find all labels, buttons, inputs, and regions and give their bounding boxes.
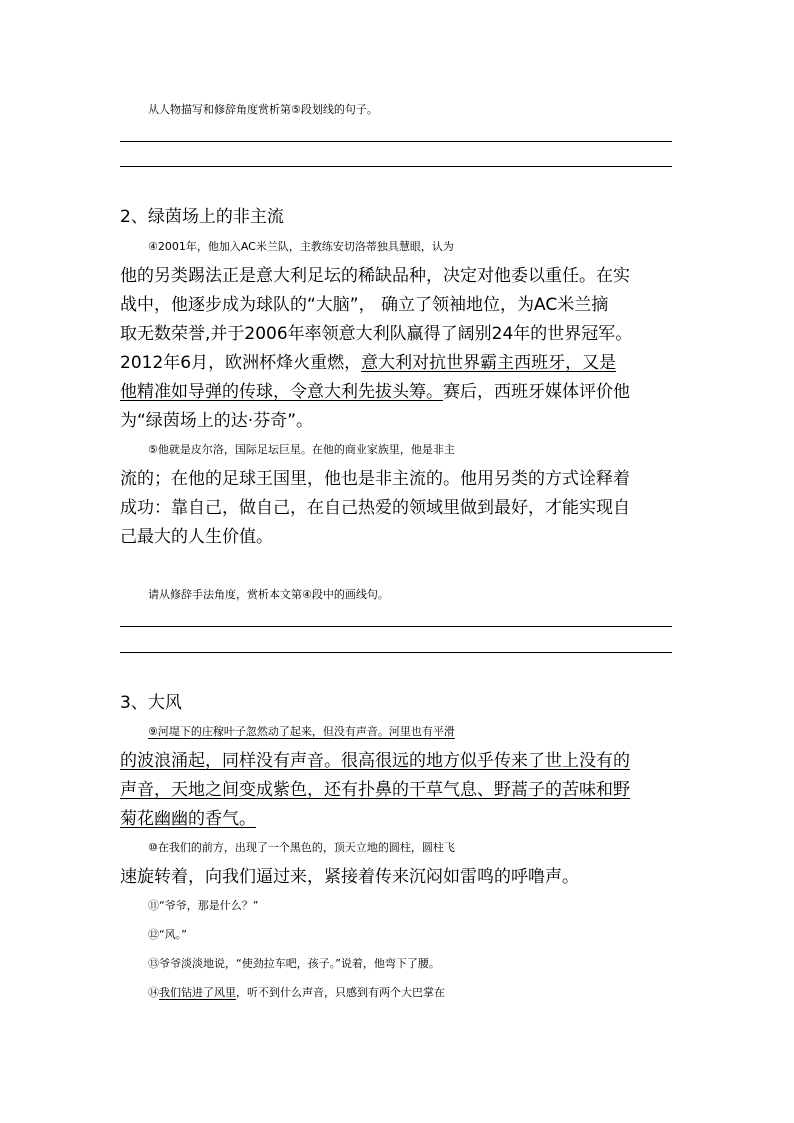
paragraph-12: ⑫“风。” xyxy=(148,928,187,941)
answer-line xyxy=(120,626,672,627)
paragraph-number: ⑭ xyxy=(148,986,159,999)
paragraph-5-line: 流的；在他的足球王国里，他也是非主流的。他用另类的方式诠释着 xyxy=(120,469,630,489)
question-2-prompt: 请从修辞手法角度，赏析本文第④段中的画线句。 xyxy=(148,588,389,601)
plain-text: ，听不到什么声音，只感到有两个大巴掌在 xyxy=(236,986,445,999)
answer-line xyxy=(120,652,672,653)
answer-line xyxy=(120,166,672,167)
plain-text: 2012年6月，欧洲杯烽火重燃， xyxy=(120,353,362,373)
paragraph-5-line: ⑤他就是皮尔洛，国际足坛巨星。在他的商业家族里，他是非主 xyxy=(148,443,455,456)
paragraph-14 xyxy=(148,983,708,1003)
underlined-sentence: 他精准如导弹的传球，令意大利先拔头筹。 xyxy=(120,382,443,402)
section-3-heading: 3、大风 xyxy=(120,693,182,713)
paragraph-9-line: ⑨河堤下的庄稼叶子忽然动了起来，但没有声音。河里也有平滑 xyxy=(148,725,455,738)
plain-text: 赛后，西班牙媒体评价他 xyxy=(443,382,630,402)
underlined-sentence: 意大利对抗世界霸主西班牙，又是 xyxy=(361,353,617,373)
paragraph-4-line xyxy=(120,382,680,402)
paragraph-4-line: 取无数荣誉,并于2006年率领意大利队赢得了阔别24年的世界冠军。 xyxy=(120,324,633,344)
section-2-heading: 2、绿茵场上的非主流 xyxy=(120,207,284,227)
paragraph-13: ⑬爷爷淡淡地说，“使劲拉车吧，孩子。”说着，他弯下了腰。 xyxy=(148,957,440,970)
paragraph-5-line: 成功：靠自己，做自己，在自己热爱的领域里做到最好，才能实现自 xyxy=(120,498,630,518)
paragraph-4-line xyxy=(120,353,680,373)
paragraph-9-line: 声音，天地之间变成紫色，还有扑鼻的干草气息、野蒿子的苦味和野 xyxy=(120,780,630,800)
question-1-prompt: 从人物描写和修辞角度赏析第⑤段划线的句子。 xyxy=(148,103,378,116)
paragraph-9-line: 菊花幽幽的香气。 xyxy=(120,809,256,829)
paragraph-10-line: ⑩在我们的前方，出现了一个黑色的，顶天立地的圆柱，圆柱飞 xyxy=(148,841,455,854)
underlined-sentence: 我们钻进了风里 xyxy=(159,986,236,999)
paragraph-10-line: 速旋转着，向我们逼过来，紧接着传来沉闷如雷鸣的呼噜声。 xyxy=(120,867,579,887)
paragraph-4-line: 他的另类踢法正是意大利足坛的稀缺品种，决定对他委以重任。在实 xyxy=(120,266,630,286)
paragraph-5-line: 己最大的人生价值。 xyxy=(120,527,273,547)
paragraph-11: ⑪“爷爷，那是什么？” xyxy=(148,899,259,912)
paragraph-4-line: 为“绿茵场上的达·芬奇”。 xyxy=(120,411,314,431)
paragraph-4-line: 战中，他逐步成为球队的“大脑”， 确立了领袖地位，为AC米兰摘 xyxy=(120,295,609,315)
paragraph-9-line: 的波浪涌起，同样没有声音。很高很远的地方似乎传来了世上没有的 xyxy=(120,751,630,771)
paragraph-4-line: ④2001年，他加入AC米兰队，主教练安切洛蒂独具慧眼，认为 xyxy=(148,240,454,253)
answer-line xyxy=(120,141,672,142)
